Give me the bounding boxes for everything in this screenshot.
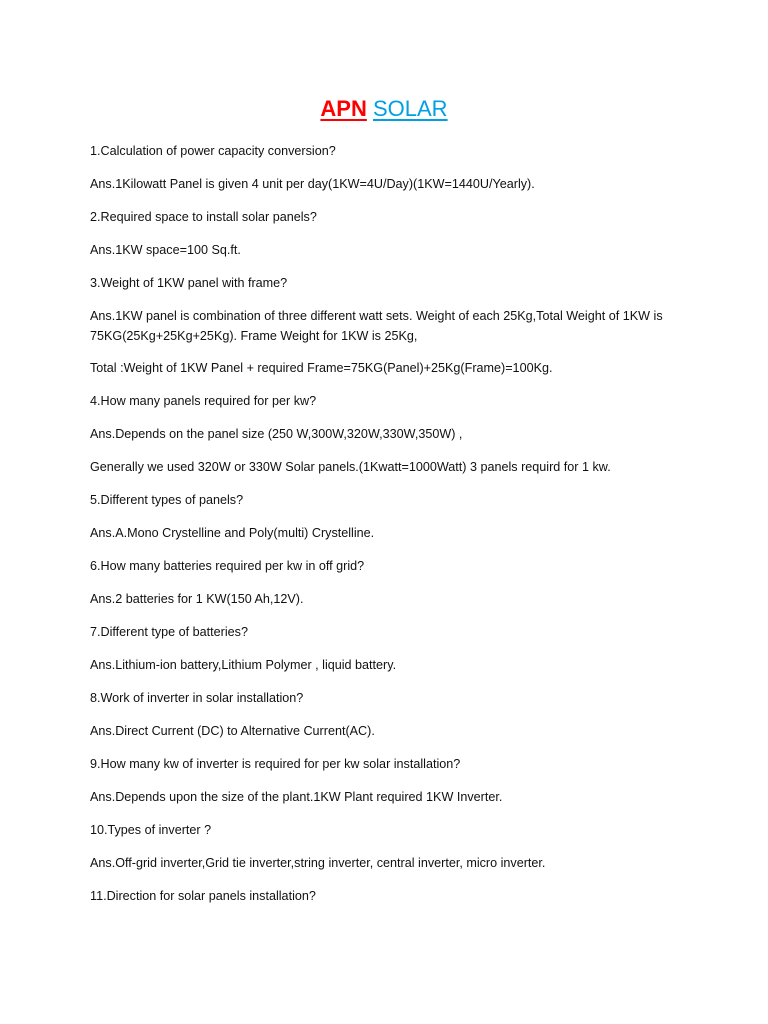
answer-4: Ans.Depends on the panel size (250 W,300W,320W,330W,350W) , xyxy=(90,427,463,441)
answer-5: Ans.A.Mono Crystelline and Poly(multi) Crystelline. xyxy=(90,526,375,540)
title-solar-word: SOLAR xyxy=(372,96,448,121)
answer-3-total: Total :Weight of 1KW Panel + required Frame=75KG(Panel)+25Kg(Frame)=100Kg. xyxy=(90,361,553,375)
answer-8: Ans.Direct Current (DC) to Alternative Current(AC). xyxy=(90,724,375,738)
answer-6: Ans.2 batteries for 1 KW(150 Ah,12V). xyxy=(90,592,304,606)
document-body xyxy=(90,141,700,919)
question-5: 5.Different types of panels? xyxy=(90,493,244,507)
question-10: 10.Types of inverter ? xyxy=(90,823,212,837)
document-title xyxy=(0,94,768,124)
title-brand-word: APN xyxy=(320,96,367,121)
answer-2: Ans.1KW space=100 Sq.ft. xyxy=(90,243,241,257)
question-7: 7.Different type of batteries? xyxy=(90,625,248,639)
answer-10: Ans.Off-grid inverter,Grid tie inverter,string inverter, central inverter, micro inverter. xyxy=(90,856,546,870)
answer-3: Ans.1KW panel is combination of three different watt sets. Weight of each 25Kg,Total Weight of 1KW is 75KG(25Kg+25Kg+25Kg). Frame Weight for 1KW is 25Kg, xyxy=(90,309,663,343)
question-11: 11.Direction for solar panels installation? xyxy=(90,889,316,903)
question-3: 3.Weight of 1KW panel with frame? xyxy=(90,276,288,290)
answer-9: Ans.Depends upon the size of the plant.1KW Plant required 1KW Inverter. xyxy=(90,790,503,804)
question-9: 9.How many kw of inverter is required for per kw solar installation? xyxy=(90,757,461,771)
answer-4-detail: Generally we used 320W or 330W Solar panels.(1Kwatt=1000Watt) 3 panels requird for 1 kw. xyxy=(90,460,611,474)
answer-1: Ans.1Kilowatt Panel is given 4 unit per day(1KW=4U/Day)(1KW=1440U/Yearly). xyxy=(90,177,535,191)
question-8: 8.Work of inverter in solar installation? xyxy=(90,691,304,705)
question-1: 1.Calculation of power capacity conversion? xyxy=(90,144,336,158)
question-2: 2.Required space to install solar panels? xyxy=(90,210,317,224)
question-6: 6.How many batteries required per kw in off grid? xyxy=(90,559,365,573)
answer-7: Ans.Lithium-ion battery,Lithium Polymer , liquid battery. xyxy=(90,658,397,672)
question-4: 4.How many panels required for per kw? xyxy=(90,394,317,408)
